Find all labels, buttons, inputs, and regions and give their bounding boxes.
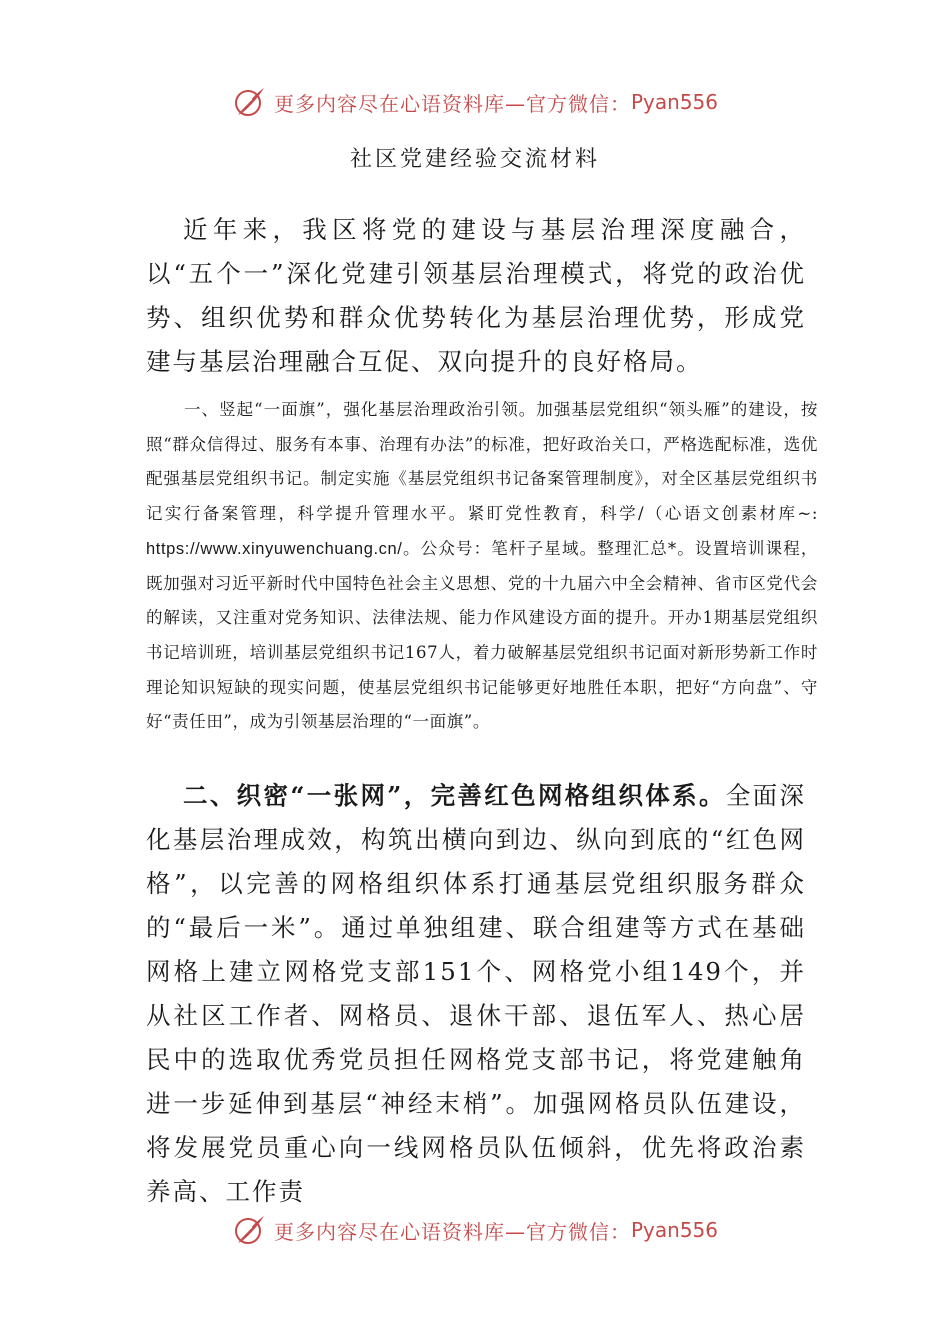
section2-heading: 二、织密“一张网”，完善红色网格组织体系。 <box>183 781 726 810</box>
header-banner <box>0 80 950 124</box>
banner-wechat-id: Pyan556 <box>630 1218 718 1242</box>
banner-wechat-id: Pyan556 <box>630 90 718 114</box>
section1-text-b: 。公众号：笔杆子星域。整理汇总*。设置培训课程，既加强对习近平新时代中国特色社会主义思想、党的十九届六中全会精神、省市区党代会的解读，又注重对党务知识、法律法规、能力作风建设方面的提升。开办1期基层党组织书记培训班，培训基层党组织书记167人，着力破解基层党组织书记面对新形势新工作时理论知识短缺的现实问题，使基层党组织书记能够更好地胜任本职，把好“方向盘”、守好“责任田”，成为引领基层治理的“一面旗”。 <box>146 538 818 732</box>
section1-text-a: 一、竖起“一面旗”，强化基层治理政治引领。加强基层党组织“领头雁”的建设，按照“群众信得过、服务有本事、治理有办法”的标准，把好政治关口，严格选配标准，选优配强基层党组织书记。制定实施《基层党组织书记备案管理制度》，对全区基层党组织书记实行备案管理，科学提升管理水平。紧盯党性教育，科学/（心语文创素材库~: <box>146 400 818 524</box>
banner-text: 更多内容尽在心语资料库—官方微信： <box>273 91 631 116</box>
quill-circle-icon <box>232 85 266 119</box>
quill-circle-icon <box>232 1213 266 1247</box>
banner-text: 更多内容尽在心语资料库—官方微信： <box>273 1219 631 1244</box>
section1-paragraph <box>146 393 818 740</box>
footer-banner <box>0 1208 950 1252</box>
section2-paragraph <box>146 774 806 1214</box>
document-title: 社区党建经验交流材料 <box>349 147 600 172</box>
intro-paragraph: 近年来，我区将党的建设与基层治理深度融合，以“五个一”深化党建引领基层治理模式，将党的政治优势、组织优势和群众优势转化为基层治理优势，形成党建与基层治理融合互促、双向提升的良好格局。 <box>146 215 806 376</box>
source-url: https://www.xinyuwenchuang.cn/ <box>146 539 403 558</box>
section2-body: 全面深化基层治理成效，构筑出横向到边、纵向到底的“红色网格”，以完善的网格组织体系打通基层党组织服务群众的“最后一米”。通过单独组建、联合组建等方式在基础网格上建立网格党支部151个、网格党小组149个，并从社区工作者、网格员、退休干部、退伍军人、热心居民中的选取优秀党员担任网格党支部书记，将党建触角进一步延伸到基层“神经末梢”。加强网格员队伍建设，将发展党员重心向一线网格员队伍倾斜，优先将政治素养高、工作责 <box>146 781 807 1206</box>
